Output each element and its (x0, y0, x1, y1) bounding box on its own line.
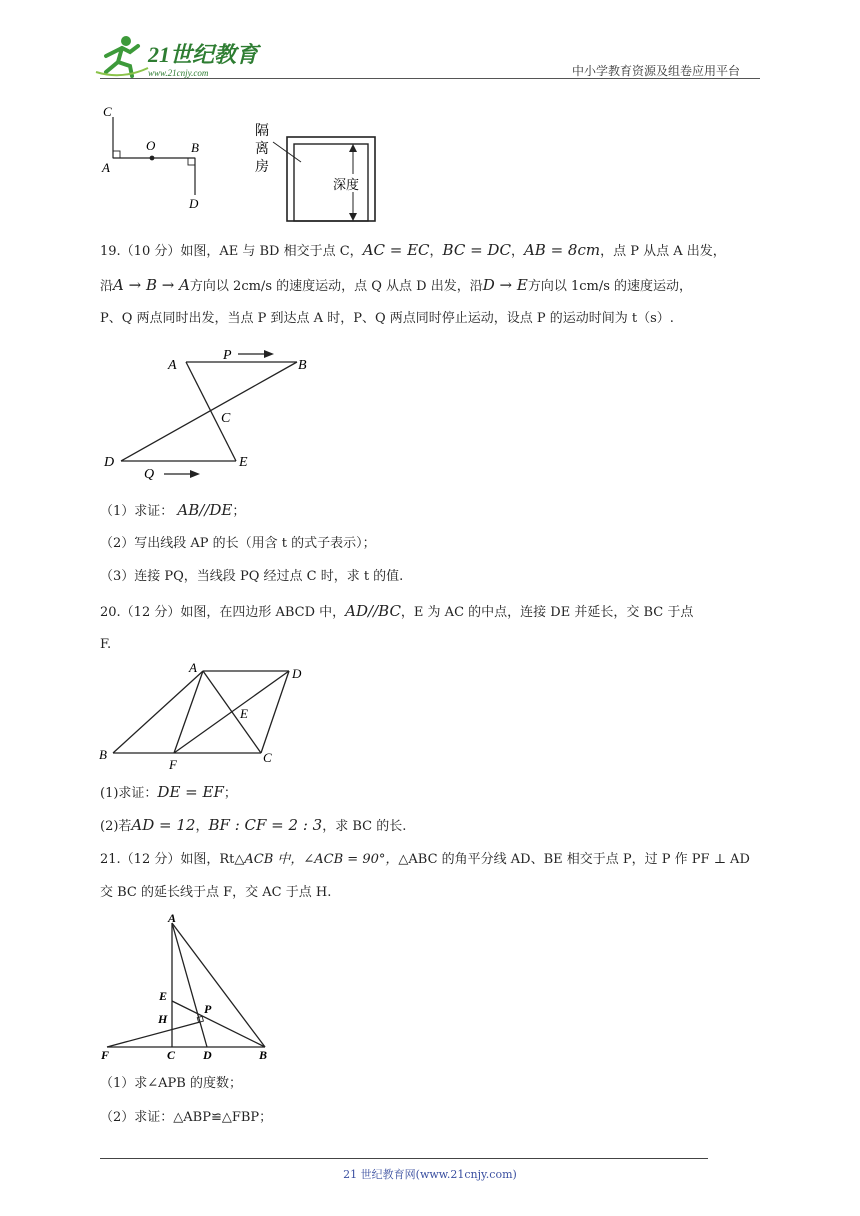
footer-divider (100, 1158, 708, 1159)
q21-sub2: （2）求证：△ABP≌△FBP； (100, 1110, 273, 1125)
q19-line2: 沿A → B → A方向以 2cm/s 的速度运动，点 Q 从点 D 出发，沿D → E方向以 1cm/s 的速度运动， (100, 276, 693, 294)
runner-logo-icon (96, 36, 148, 76)
fig20-label-c: C (263, 750, 272, 765)
q21-sub1: （1）求∠APB 的度数； (100, 1076, 242, 1091)
fig20-label-b: B (99, 747, 107, 762)
fig18-label-c: C (103, 104, 112, 119)
room-char-2: 离 (255, 142, 269, 157)
fig18-diagrams (95, 100, 395, 225)
fig20-label-e: E (240, 706, 248, 721)
fig21-diagram (95, 905, 285, 1063)
fig18-left-diagram (101, 104, 199, 211)
fig19-label-b: B (298, 358, 307, 373)
fig18-room-diagram (255, 123, 375, 221)
q21-line1: 21.（12 分）如图，Rt△ACB 中，∠ACB = 90°，△ABC 的角平分线 AD、BE 相交于点 P，过 P 作 PF ⊥ AD (100, 852, 750, 867)
fig18-label-d: D (189, 196, 199, 211)
q19-sub3: （3）连接 PQ，当线段 PQ 经过点 C 时，求 t 的值. (100, 569, 404, 584)
q20-line1: 20.（12 分）如图，在四边形 ABCD 中，AD//BC，E 为 AC 的中点，连接 DE 并延长，交 BC 于点 (100, 602, 694, 620)
fig18-label-b: B (191, 140, 199, 155)
fig20-label-f: F (169, 757, 177, 772)
q19-sub2: （2）写出线段 AP 的长（用含 t 的式子表示）； (100, 536, 376, 551)
fig19-label-a: A (168, 358, 177, 373)
q20-sub2: (2)若AD = 12，BF : CF = 2 : 3，求 BC 的长. (100, 816, 407, 834)
room-char-1: 隔 (255, 124, 269, 139)
fig19-label-e: E (239, 455, 248, 470)
q19-line1: 19.（10 分）如图，AE 与 BD 相交于点 C，AC = EC，BC = DC，AB = 8cm，点 P 从点 A 出发， (100, 241, 726, 259)
q20-line2: F. (100, 637, 112, 652)
fig21-label-b: B (259, 1048, 268, 1062)
fig21-label-c: C (167, 1048, 176, 1062)
logo-url: www.21cnjy.com (148, 68, 209, 78)
q20-sub1: (1)求证：DE = EF； (100, 783, 237, 801)
fig19-label-c: C (221, 411, 231, 426)
header-platform-text: 中小学教育资源及组卷应用平台 (572, 64, 741, 78)
fig18-label-o: O (146, 138, 156, 153)
fig21-label-f: F (101, 1048, 110, 1062)
site-logo (92, 32, 262, 80)
fig20-label-d: D (292, 666, 302, 681)
q19-sub1: （1）求证： AB//DE； (100, 501, 246, 519)
fig21-label-p: P (204, 1002, 212, 1016)
fig19-label-d: D (104, 455, 115, 470)
room-char-3: 房 (255, 160, 269, 175)
fig21-label-d: D (203, 1048, 212, 1062)
q19-line3: P、Q 两点同时出发，当点 P 到达点 A 时，P、Q 两点同时停止运动，设点 P 的运动时间为 t（s）. (100, 311, 674, 326)
fig21-label-h: H (158, 1012, 168, 1026)
fig21-label-e: E (159, 989, 168, 1003)
fig20-diagram (95, 660, 320, 772)
header-divider (100, 78, 760, 79)
logo-text: 21世纪教育 (148, 42, 259, 67)
fig19-label-q: Q (144, 467, 155, 480)
q21-line2: 交 BC 的延长线于点 F，交 AC 于点 H. (100, 885, 332, 900)
fig18-label-a: A (102, 160, 110, 175)
depth-label: 深度 (333, 177, 360, 192)
fig19-label-p: P (223, 348, 232, 363)
fig19-diagram (100, 340, 330, 480)
footer-link[interactable]: 21 世纪教育网(www.21cnjy.com) (343, 1168, 517, 1181)
fig20-label-a: A (189, 660, 197, 675)
fig21-label-a: A (168, 911, 177, 925)
